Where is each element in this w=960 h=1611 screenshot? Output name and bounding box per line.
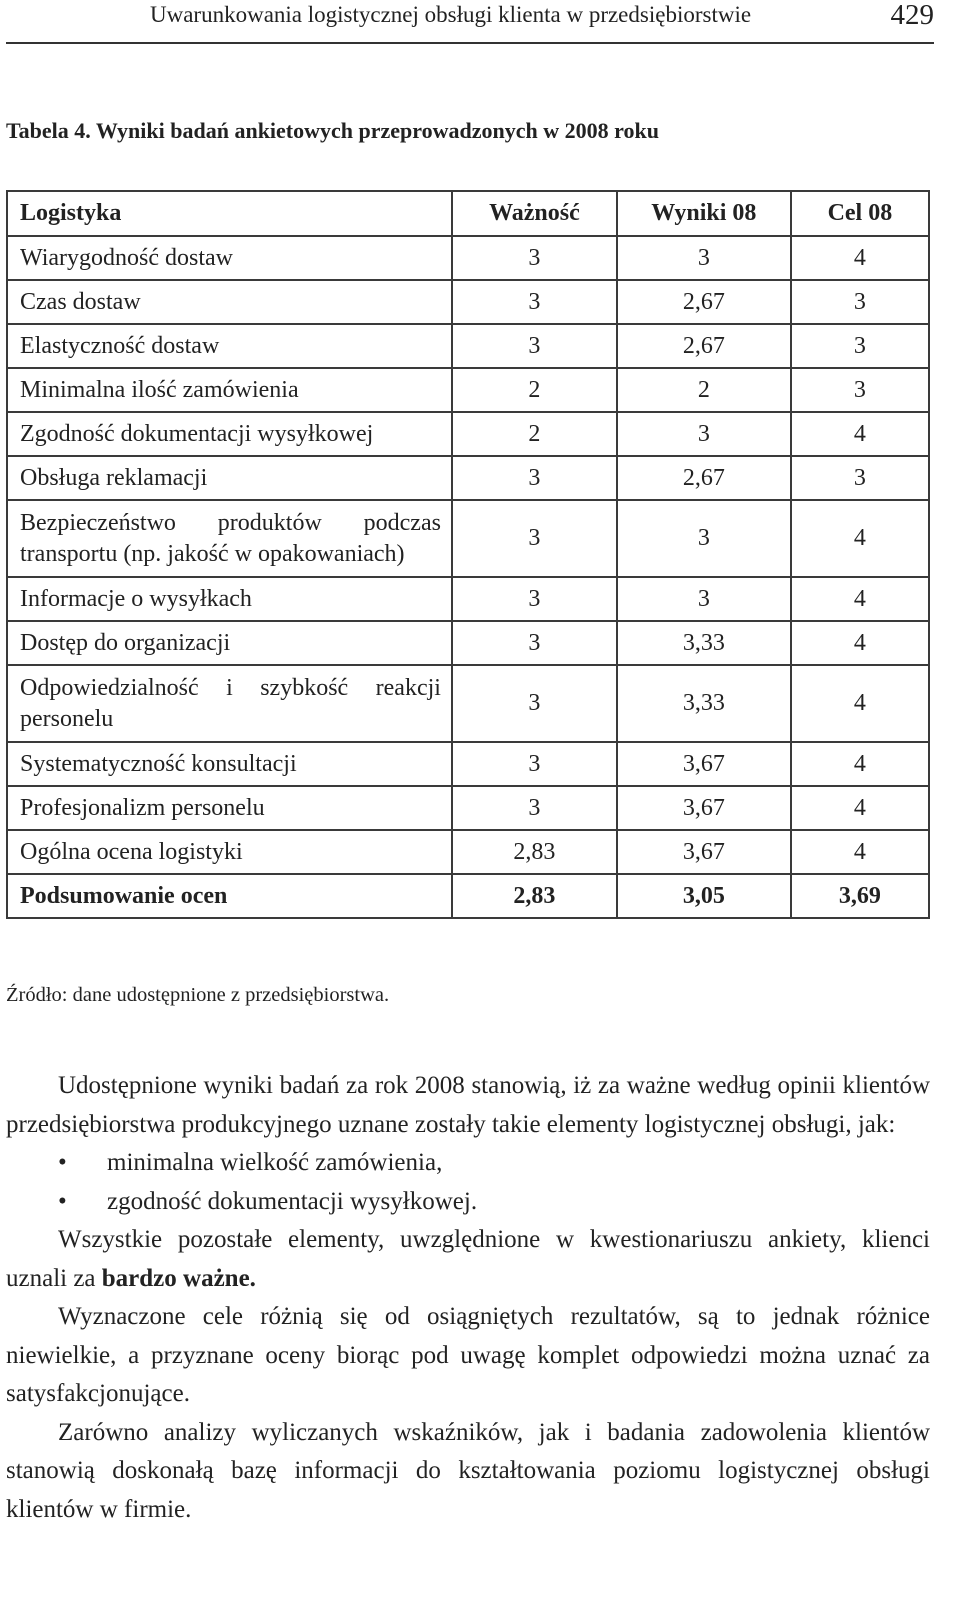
row-label: Elastyczność dostaw [7, 324, 452, 368]
table-row [7, 456, 929, 500]
table-row [7, 236, 929, 280]
row-label: Czas dostaw [7, 280, 452, 324]
table-row [7, 412, 929, 456]
list-item [6, 1183, 930, 1222]
running-title: Uwarunkowania logistycznej obsługi klienta w przedsiębiorstwie [150, 2, 752, 27]
row-label: Wiarygodność dostaw [7, 236, 452, 280]
cell-cel: 4 [791, 412, 929, 456]
page-number: 429 [890, 0, 934, 31]
row-label: Informacje o wysyłkach [7, 577, 452, 621]
summary-cel: 3,69 [791, 874, 929, 918]
summary-waznosc: 2,83 [452, 874, 617, 918]
list-item [6, 1144, 930, 1183]
column-header-waznosc: Ważność [452, 191, 617, 236]
cell-cel: 4 [791, 500, 929, 577]
cell-cel: 4 [791, 830, 929, 874]
cell-waznosc: 3 [452, 665, 617, 742]
paragraph: Udostępnione wyniki badań za rok 2008 stanowią, iż za ważne według opinii klientów przedsiębiorstwa produkcyjnego uznane zostały takie elementy logistycznej obsługi, jak: [6, 1072, 930, 1138]
column-header-wyniki: Wyniki 08 [617, 191, 791, 236]
table-row [7, 742, 929, 786]
table-header-row [7, 191, 929, 236]
row-label-text: Odpowiedzialność i szybkość reakcji personelu [20, 674, 441, 732]
row-label: Systematyczność konsultacji [7, 742, 452, 786]
paragraph-text: Wszystkie pozostałe elementy, uwzględnione w kwestionariuszu ankiety, klienci uznali za [6, 1226, 930, 1292]
cell-cel: 3 [791, 280, 929, 324]
table-row [7, 786, 929, 830]
cell-waznosc: 3 [452, 786, 617, 830]
row-label: Obsługa reklamacji [7, 456, 452, 500]
table-row [7, 830, 929, 874]
summary-row [7, 874, 929, 918]
table-row [7, 280, 929, 324]
page-header [6, 0, 934, 44]
cell-cel: 3 [791, 456, 929, 500]
cell-waznosc: 3 [452, 742, 617, 786]
column-header-cel: Cel 08 [791, 191, 929, 236]
cell-wyniki: 3,33 [617, 665, 791, 742]
cell-wyniki: 2,67 [617, 324, 791, 368]
bullet-icon: • [58, 1187, 67, 1215]
cell-wyniki: 3 [617, 500, 791, 577]
cell-cel: 4 [791, 665, 929, 742]
row-label [7, 500, 452, 577]
bullet-list [6, 1144, 930, 1221]
cell-waznosc: 3 [452, 236, 617, 280]
row-label: Zgodność dokumentacji wysyłkowej [7, 412, 452, 456]
row-label: Dostęp do organizacji [7, 621, 452, 665]
cell-wyniki: 3,33 [617, 621, 791, 665]
table-source: Źródło: dane udostępnione z przedsiębiorstwa. [6, 984, 390, 1006]
cell-waznosc: 3 [452, 577, 617, 621]
paragraph: Zarówno analizy wyliczanych wskaźników, jak i badania zadowolenia klientów stanowią doskonałą bazę informacji do kształtowania poziomu logistycznej obsługi klientów w firmie. [6, 1418, 930, 1523]
cell-waznosc: 3 [452, 280, 617, 324]
paragraph: Wyznaczone cele różnią się od osiągniętych rezultatów, są to jednak różnice niewielkie, a przyznane oceny biorąc pod uwagę komplet odpowiedzi można uznać za satysfakcjonujące. [6, 1303, 930, 1407]
cell-cel: 4 [791, 621, 929, 665]
row-label: Ogólna ocena logistyki [7, 830, 452, 874]
table-row [7, 577, 929, 621]
cell-waznosc: 2 [452, 412, 617, 456]
results-table [6, 190, 930, 919]
summary-label: Podsumowanie ocen [7, 874, 452, 918]
table-caption: Tabela 4. Wyniki badań ankietowych przeprowadzonych w 2008 roku [6, 118, 659, 143]
body-text [6, 1067, 930, 1529]
table-row [7, 500, 929, 577]
row-label: Minimalna ilość zamówienia [7, 368, 452, 412]
row-label [7, 665, 452, 742]
cell-waznosc: 3 [452, 500, 617, 577]
table-row [7, 324, 929, 368]
cell-waznosc: 3 [452, 324, 617, 368]
cell-wyniki: 3 [617, 236, 791, 280]
emphasis-text: bardzo ważne. [101, 1264, 256, 1292]
paragraph [6, 1221, 930, 1298]
cell-cel: 4 [791, 742, 929, 786]
cell-cel: 4 [791, 577, 929, 621]
cell-cel: 3 [791, 368, 929, 412]
cell-wyniki: 3,67 [617, 830, 791, 874]
list-item-text: minimalna wielkość zamówienia, [107, 1149, 443, 1176]
cell-wyniki: 3,67 [617, 786, 791, 830]
cell-cel: 4 [791, 236, 929, 280]
summary-wyniki: 3,05 [617, 874, 791, 918]
list-item-text: zgodność dokumentacji wysyłkowej. [107, 1187, 478, 1215]
cell-waznosc: 3 [452, 456, 617, 500]
bullet-icon: • [58, 1149, 67, 1176]
cell-waznosc: 3 [452, 621, 617, 665]
table-row [7, 665, 929, 742]
cell-wyniki: 3 [617, 412, 791, 456]
cell-wyniki: 2,67 [617, 280, 791, 324]
cell-wyniki: 2 [617, 368, 791, 412]
cell-wyniki: 3,67 [617, 742, 791, 786]
cell-wyniki: 3 [617, 577, 791, 621]
table-row [7, 621, 929, 665]
cell-wyniki: 2,67 [617, 456, 791, 500]
cell-cel: 4 [791, 786, 929, 830]
row-label-text: Bezpieczeństwo produktów podczas transportu (np. jakość w opakowaniach) [20, 509, 441, 567]
cell-waznosc: 2,83 [452, 830, 617, 874]
cell-cel: 3 [791, 324, 929, 368]
cell-waznosc: 2 [452, 368, 617, 412]
table-row [7, 368, 929, 412]
row-label: Profesjonalizm personelu [7, 786, 452, 830]
column-header-logistyka: Logistyka [7, 191, 452, 236]
